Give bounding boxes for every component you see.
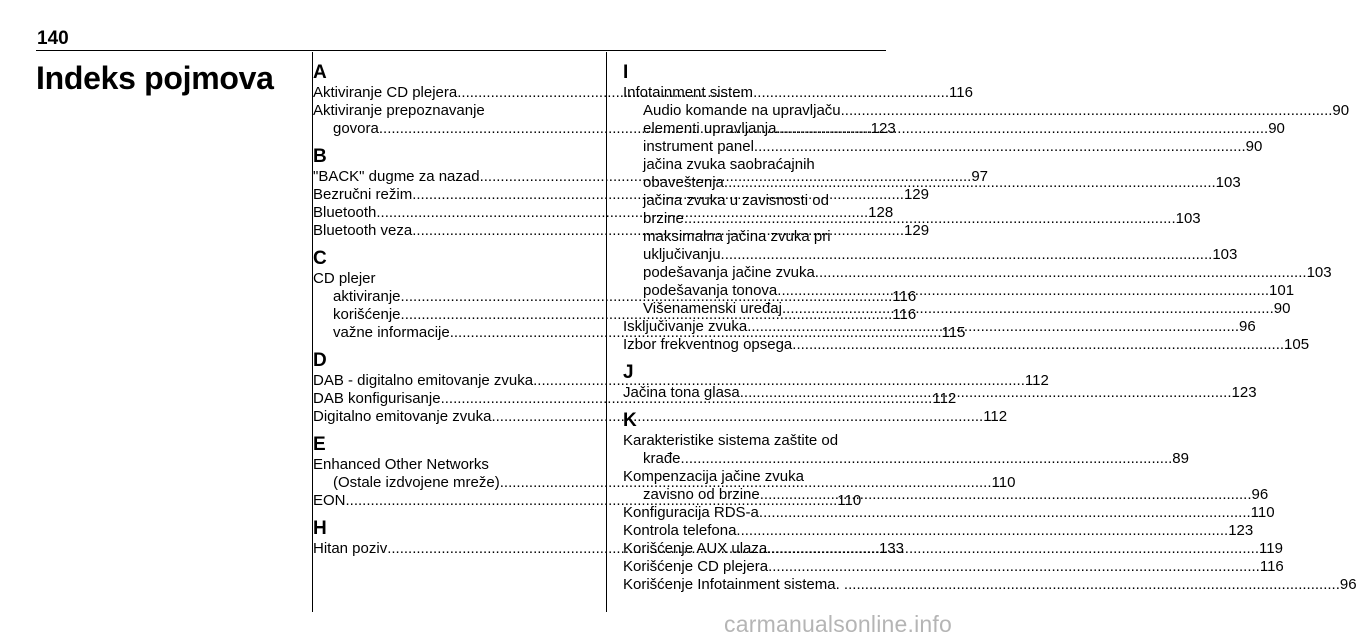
index-page-number: 90 bbox=[1245, 138, 1263, 155]
dot-leader bbox=[760, 486, 1252, 504]
index-page-number: 116 bbox=[892, 288, 917, 305]
index-entry-text: Audio komande na upravljaču bbox=[643, 102, 841, 119]
index-entry-text: Isključivanje zvuka bbox=[623, 318, 748, 335]
index-page-number: 129 bbox=[904, 222, 930, 239]
index-entry-text: elementi upravljanja bbox=[643, 120, 777, 137]
index-page-number: 129 bbox=[903, 186, 929, 203]
index-page-number: 112 bbox=[983, 408, 1008, 425]
dot-leader bbox=[736, 522, 1228, 540]
index-letter-heading: B bbox=[313, 146, 327, 167]
dot-leader bbox=[767, 540, 1259, 558]
dot-leader bbox=[724, 174, 1216, 192]
index-entry-text: Digitalno emitovanje zvuka bbox=[313, 408, 492, 425]
index-page-number: 128 bbox=[868, 204, 894, 221]
index-entry-heading: jačina zvuka u zavisnosti od bbox=[643, 192, 829, 209]
dot-leader bbox=[684, 210, 1176, 228]
index-page-number: 97 bbox=[971, 168, 989, 185]
dot-leader bbox=[721, 246, 1213, 264]
index-entry-text: DAB konfigurisanje bbox=[313, 390, 441, 407]
index-page-number: 89 bbox=[1172, 450, 1189, 467]
index-entry-text: Korišćenje Infotainment sistema. . bbox=[623, 576, 849, 593]
index-page-number: 116 bbox=[949, 84, 973, 101]
index-entry-heading: Enhanced Other Networks bbox=[313, 456, 489, 473]
index-page-number: 96 bbox=[1339, 576, 1357, 593]
index-entry bbox=[623, 102, 1350, 120]
index-entry-text: Konfiguracija RDS-a bbox=[623, 504, 759, 521]
index-entry-text: podešavanja tonova bbox=[643, 282, 778, 299]
dot-leader bbox=[776, 120, 1268, 138]
dot-leader bbox=[740, 384, 1232, 402]
index-entry-text: važne informacije bbox=[333, 324, 450, 341]
index-entry-heading: Aktiviranje prepoznavanje bbox=[313, 102, 485, 119]
dot-leader bbox=[754, 138, 1246, 156]
dot-leader bbox=[792, 336, 1284, 354]
index-entry-text: krađe bbox=[643, 450, 681, 467]
index-page-number: 103 bbox=[1175, 210, 1201, 227]
index-page-number: 90 bbox=[1273, 300, 1291, 317]
index-page-number: 103 bbox=[1212, 246, 1238, 263]
index-entry-text: (Ostale izdvojene mreže) bbox=[333, 474, 500, 491]
index-entry-text: Korišćenje CD plejera bbox=[623, 558, 769, 575]
index-page-number: 123 bbox=[1228, 522, 1254, 539]
dot-leader bbox=[841, 102, 1333, 120]
index-entry-heading: Infotainment sistem bbox=[623, 84, 754, 101]
page-title: Indeks pojmova bbox=[36, 60, 274, 96]
index-entry bbox=[623, 576, 1357, 594]
index-page-number: 133 bbox=[878, 540, 904, 557]
index-entry bbox=[623, 486, 1269, 504]
index-page-number: 90 bbox=[1268, 120, 1285, 137]
index-page-number: 116 bbox=[892, 306, 917, 323]
index-page-number: 103 bbox=[1215, 174, 1241, 191]
index-page-number: 96 bbox=[1251, 486, 1269, 503]
index-page-number: 123 bbox=[1231, 384, 1257, 401]
index-entry bbox=[623, 336, 1310, 354]
index-entry-heading: Kompenzacija jačine zvuka bbox=[623, 468, 804, 485]
index-entry-text: Izbor frekventnog opsega bbox=[623, 336, 793, 353]
index-entry-text: "BACK" dugme za nazad bbox=[313, 168, 480, 185]
index-entry-text: zavisno od brzine bbox=[643, 486, 760, 503]
index-entry-text: Bluetooth bbox=[313, 204, 377, 221]
index-entry bbox=[313, 408, 1008, 426]
index-page-number: 119 bbox=[1259, 540, 1283, 557]
index-entry bbox=[623, 522, 1254, 540]
dot-leader bbox=[747, 318, 1239, 336]
index-letter-heading: C bbox=[313, 248, 327, 269]
index-page-number: 112 bbox=[1024, 372, 1049, 389]
index-letter-heading: H bbox=[313, 518, 327, 539]
header-rule bbox=[36, 50, 886, 51]
index-entry bbox=[623, 264, 1332, 282]
index-page-number: 110 bbox=[991, 474, 1016, 491]
index-letter-heading: J bbox=[623, 362, 634, 383]
index-entry bbox=[623, 450, 1189, 468]
index-letter-heading: A bbox=[313, 62, 327, 83]
index-entry bbox=[623, 120, 1285, 138]
index-entry-text: Aktiviranje CD plejera bbox=[313, 84, 458, 101]
index-letter-heading: I bbox=[623, 62, 629, 83]
index-entry-text: obaveštenja bbox=[643, 174, 724, 191]
index-entry-text: brzine bbox=[643, 210, 684, 227]
dot-leader bbox=[782, 300, 1274, 318]
index-entry-text: instrument panel bbox=[643, 138, 754, 155]
index-letter-heading: E bbox=[313, 434, 326, 455]
index-entry-heading: maksimalna jačina zvuka pri bbox=[643, 228, 831, 245]
index-entry-text: Jačina tona glasa bbox=[623, 384, 740, 401]
index-entry-text: EON bbox=[313, 492, 346, 509]
index-entry-text: Bluetooth veza bbox=[313, 222, 413, 239]
index-entry-text: Korišćenje AUX ulaza bbox=[623, 540, 768, 557]
index-letter-heading: K bbox=[623, 410, 637, 431]
index-entry-heading: jačina zvuka saobraćajnih bbox=[643, 156, 815, 173]
dot-leader bbox=[815, 264, 1307, 282]
index-entry-heading: Karakteristike sistema zaštite od bbox=[623, 432, 839, 449]
index-entry-text: DAB - digitalno emitovanje zvuka bbox=[313, 372, 534, 389]
watermark: carmanualsonline.info bbox=[724, 611, 952, 637]
index-entry bbox=[313, 372, 1049, 390]
index-page-number: 110 bbox=[837, 492, 862, 509]
index-page-number: 101 bbox=[1269, 282, 1295, 299]
index-entry-text: Bezručni režim bbox=[313, 186, 413, 203]
index-page-number: 105 bbox=[1284, 336, 1310, 353]
page-number: 140 bbox=[37, 28, 69, 49]
index-page-number: 123 bbox=[870, 120, 896, 137]
index-entry-text: govora bbox=[333, 120, 379, 137]
dot-leader bbox=[777, 282, 1269, 300]
index-entry-text: Višenamenski uređaj bbox=[643, 300, 782, 317]
index-entry-text: podešavanja jačine zvuka bbox=[643, 264, 815, 281]
index-entry-text: Hitan poziv bbox=[313, 540, 388, 557]
dot-leader bbox=[759, 504, 1251, 522]
index-page-number: 96 bbox=[1238, 318, 1256, 335]
index-entry-heading: CD plejer bbox=[313, 270, 376, 287]
index-letter-heading: D bbox=[313, 350, 327, 371]
index-entry bbox=[623, 558, 1284, 576]
index-page-number: 116 bbox=[1259, 558, 1284, 575]
dot-leader bbox=[848, 576, 1340, 594]
index-entry-text: uključivanju bbox=[643, 246, 721, 263]
index-page-number: 112 bbox=[932, 390, 957, 407]
index-entry-text: Kontrola telefona bbox=[623, 522, 737, 539]
index-page-number: 110 bbox=[1250, 504, 1275, 521]
dot-leader bbox=[681, 450, 1173, 468]
index-entry-text: korišćenje bbox=[333, 306, 401, 323]
dot-leader bbox=[768, 558, 1260, 576]
index-entry bbox=[623, 504, 1275, 522]
index-page-number: 115 bbox=[941, 324, 966, 341]
index-entry bbox=[623, 138, 1263, 156]
index-entry-text: aktiviranje bbox=[333, 288, 401, 305]
index-entry bbox=[623, 246, 1238, 264]
index-page-number: 103 bbox=[1306, 264, 1332, 281]
index-page-number: 90 bbox=[1332, 102, 1350, 119]
